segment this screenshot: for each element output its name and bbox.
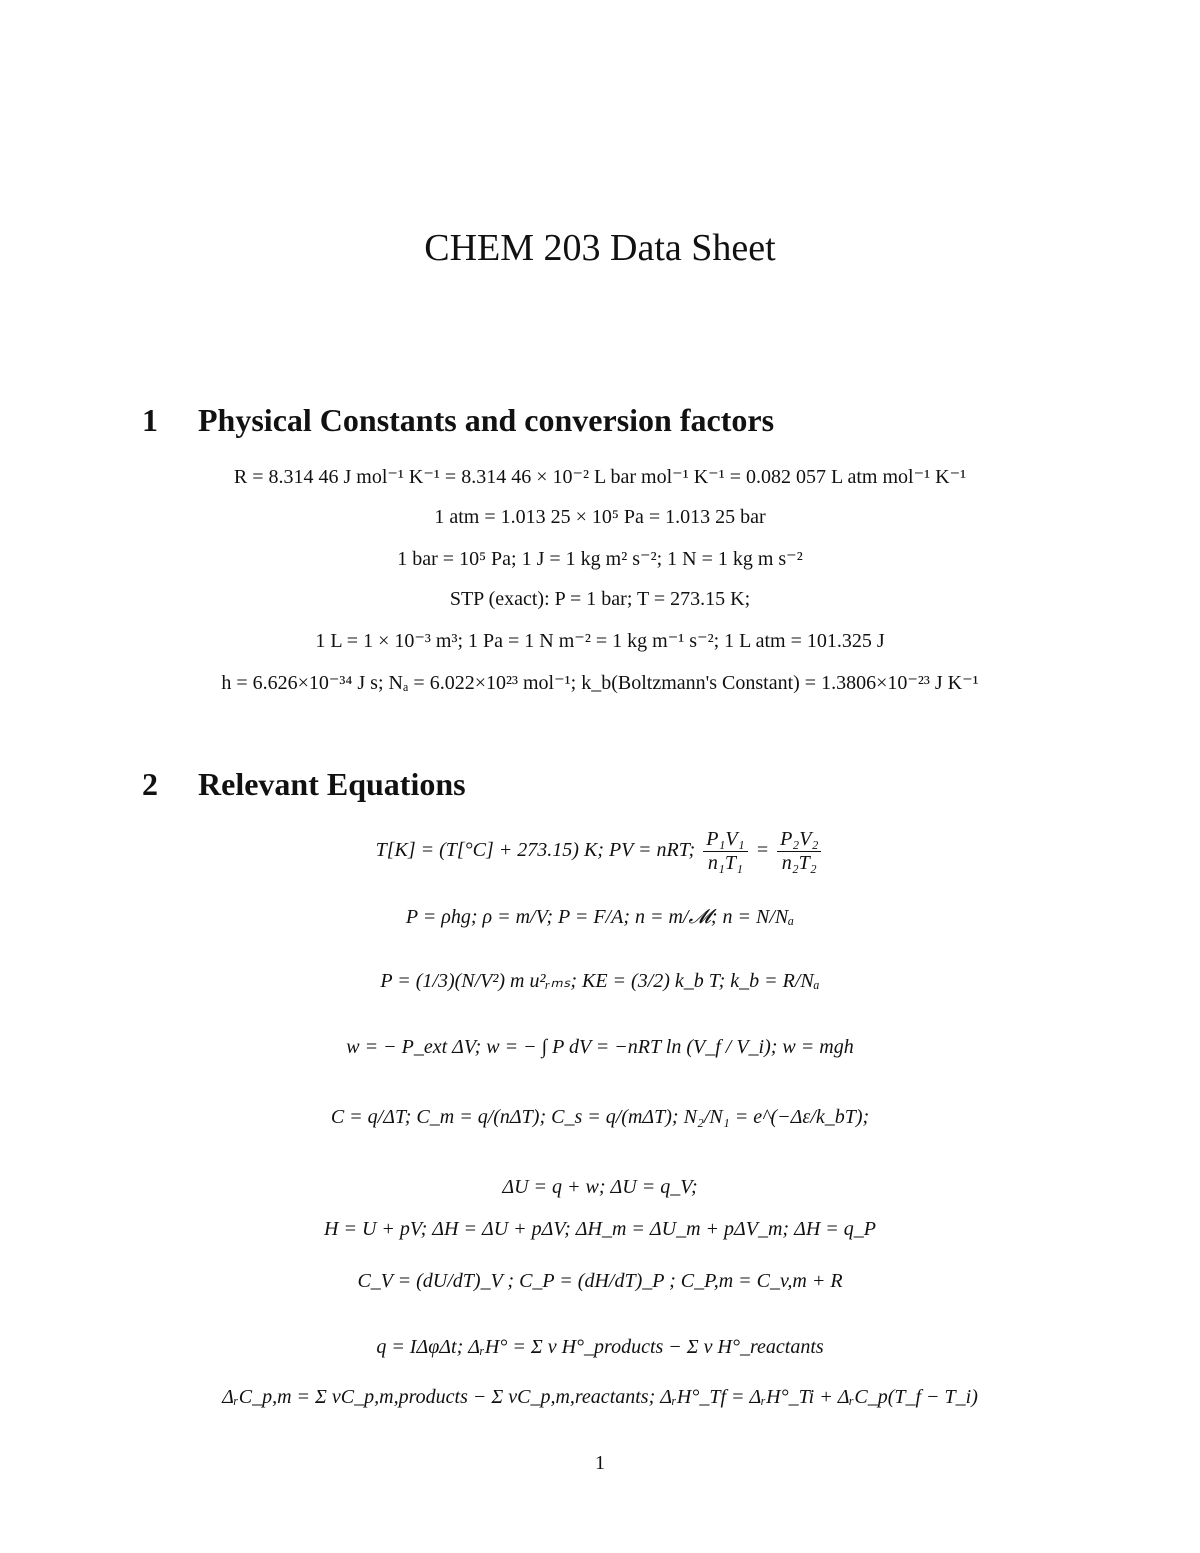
section-number: 1 — [142, 402, 158, 438]
section-title: Relevant Equations — [198, 766, 466, 802]
equation-text: T[K] = (T[°C] + 273.15) K; PV = nRT; — [375, 839, 696, 862]
equation-line-2: P = ρhg; ρ = m/V; P = F/A; n = m/𝓜; n = N/Nₐ — [405, 906, 795, 928]
equation-line-9: q = IΔφΔt; ΔᵣH° = Σ ν H°_products − Σ ν H°_reactants — [376, 1336, 824, 1358]
constant-line-litre: 1 L = 1 × 10⁻³ m³; 1 Pa = 1 N m⁻² = 1 kg m⁻¹ s⁻²; 1 L atm = 101.325 J — [315, 630, 885, 652]
equation-line-1: T[K] = (T[°C] + 273.15) K; PV = nRT; $\frac{\text{P₁V₁}}{\text{n₁T₁}}$ = $\frac{\text{P₂V₂}}{\text{n₂T₂}}$ — [0, 828, 1200, 875]
equation-line-3: P = (1/3)(N/V²) m u²ᵣₘₛ; KE = (3/2) k_b T; k_b = R/Nₐ — [380, 970, 820, 992]
fraction — [777, 828, 821, 875]
section-heading-constants — [142, 402, 774, 439]
equation-line-6: ΔU = q + w; ΔU = q_V; — [502, 1176, 698, 1198]
constant-line-atm: 1 atm = 1.013 25 × 10⁵ Pa = 1.013 25 bar — [434, 506, 766, 528]
constant-line-stp: STP (exact): P = 1 bar; T = 273.15 K; — [449, 588, 751, 610]
constant-line-bar: 1 bar = 10⁵ Pa; 1 J = 1 kg m² s⁻²; 1 N = 1 kg m s⁻² — [397, 548, 803, 570]
equation-line-4: w = − P_ext ΔV; w = − ∫ P dV = −nRT ln (V_f / V_i); w = mgh — [346, 1036, 854, 1058]
constant-line-planck: h = 6.626×10⁻³⁴ J s; Nₐ = 6.022×10²³ mol⁻¹; k_b(Boltzmann's Constant) = 1.3806×10⁻²³ J K⁻¹ — [221, 672, 979, 694]
equation-line-7: H = U + pV; ΔH = ΔU + pΔV; ΔH_m = ΔU_m + pΔV_m; ΔH = q_P — [324, 1218, 876, 1240]
fraction-numerator: P₂V₂ — [777, 828, 821, 852]
section-heading-equations — [142, 766, 466, 803]
fraction-denominator: n₁T₁ — [707, 852, 743, 874]
page-number: 1 — [595, 1452, 605, 1474]
page-title: CHEM 203 Data Sheet — [424, 227, 776, 269]
fraction-numerator: P₁V₁ — [703, 828, 747, 852]
equation-line-10: ΔᵣC_p,m = Σ νC_p,m,products − Σ νC_p,m,reactants; ΔᵣH°_Tf = ΔᵣH°_Ti + ΔᵣC_p(T_f − T_i) — [222, 1386, 978, 1408]
constant-line-gas-constant: R = 8.314 46 J mol⁻¹ K⁻¹ = 8.314 46 × 10⁻² L bar mol⁻¹ K⁻¹ = 0.082 057 L atm mol⁻¹ K⁻¹ — [233, 466, 967, 488]
section-title: Physical Constants and conversion factors — [198, 402, 775, 438]
equation-line-5: C = q/ΔT; C_m = q/(nΔT); C_s = q/(mΔT); N₂/N₁ = e^(−Δε/k_bT); — [330, 1106, 870, 1128]
equation-line-8: C_V = (dU/dT)_V ; C_P = (dH/dT)_P ; C_P,m = C_v,m + R — [357, 1270, 843, 1292]
section-number: 2 — [142, 766, 158, 802]
fraction — [703, 828, 747, 875]
fraction-denominator: n₂T₂ — [781, 852, 817, 874]
